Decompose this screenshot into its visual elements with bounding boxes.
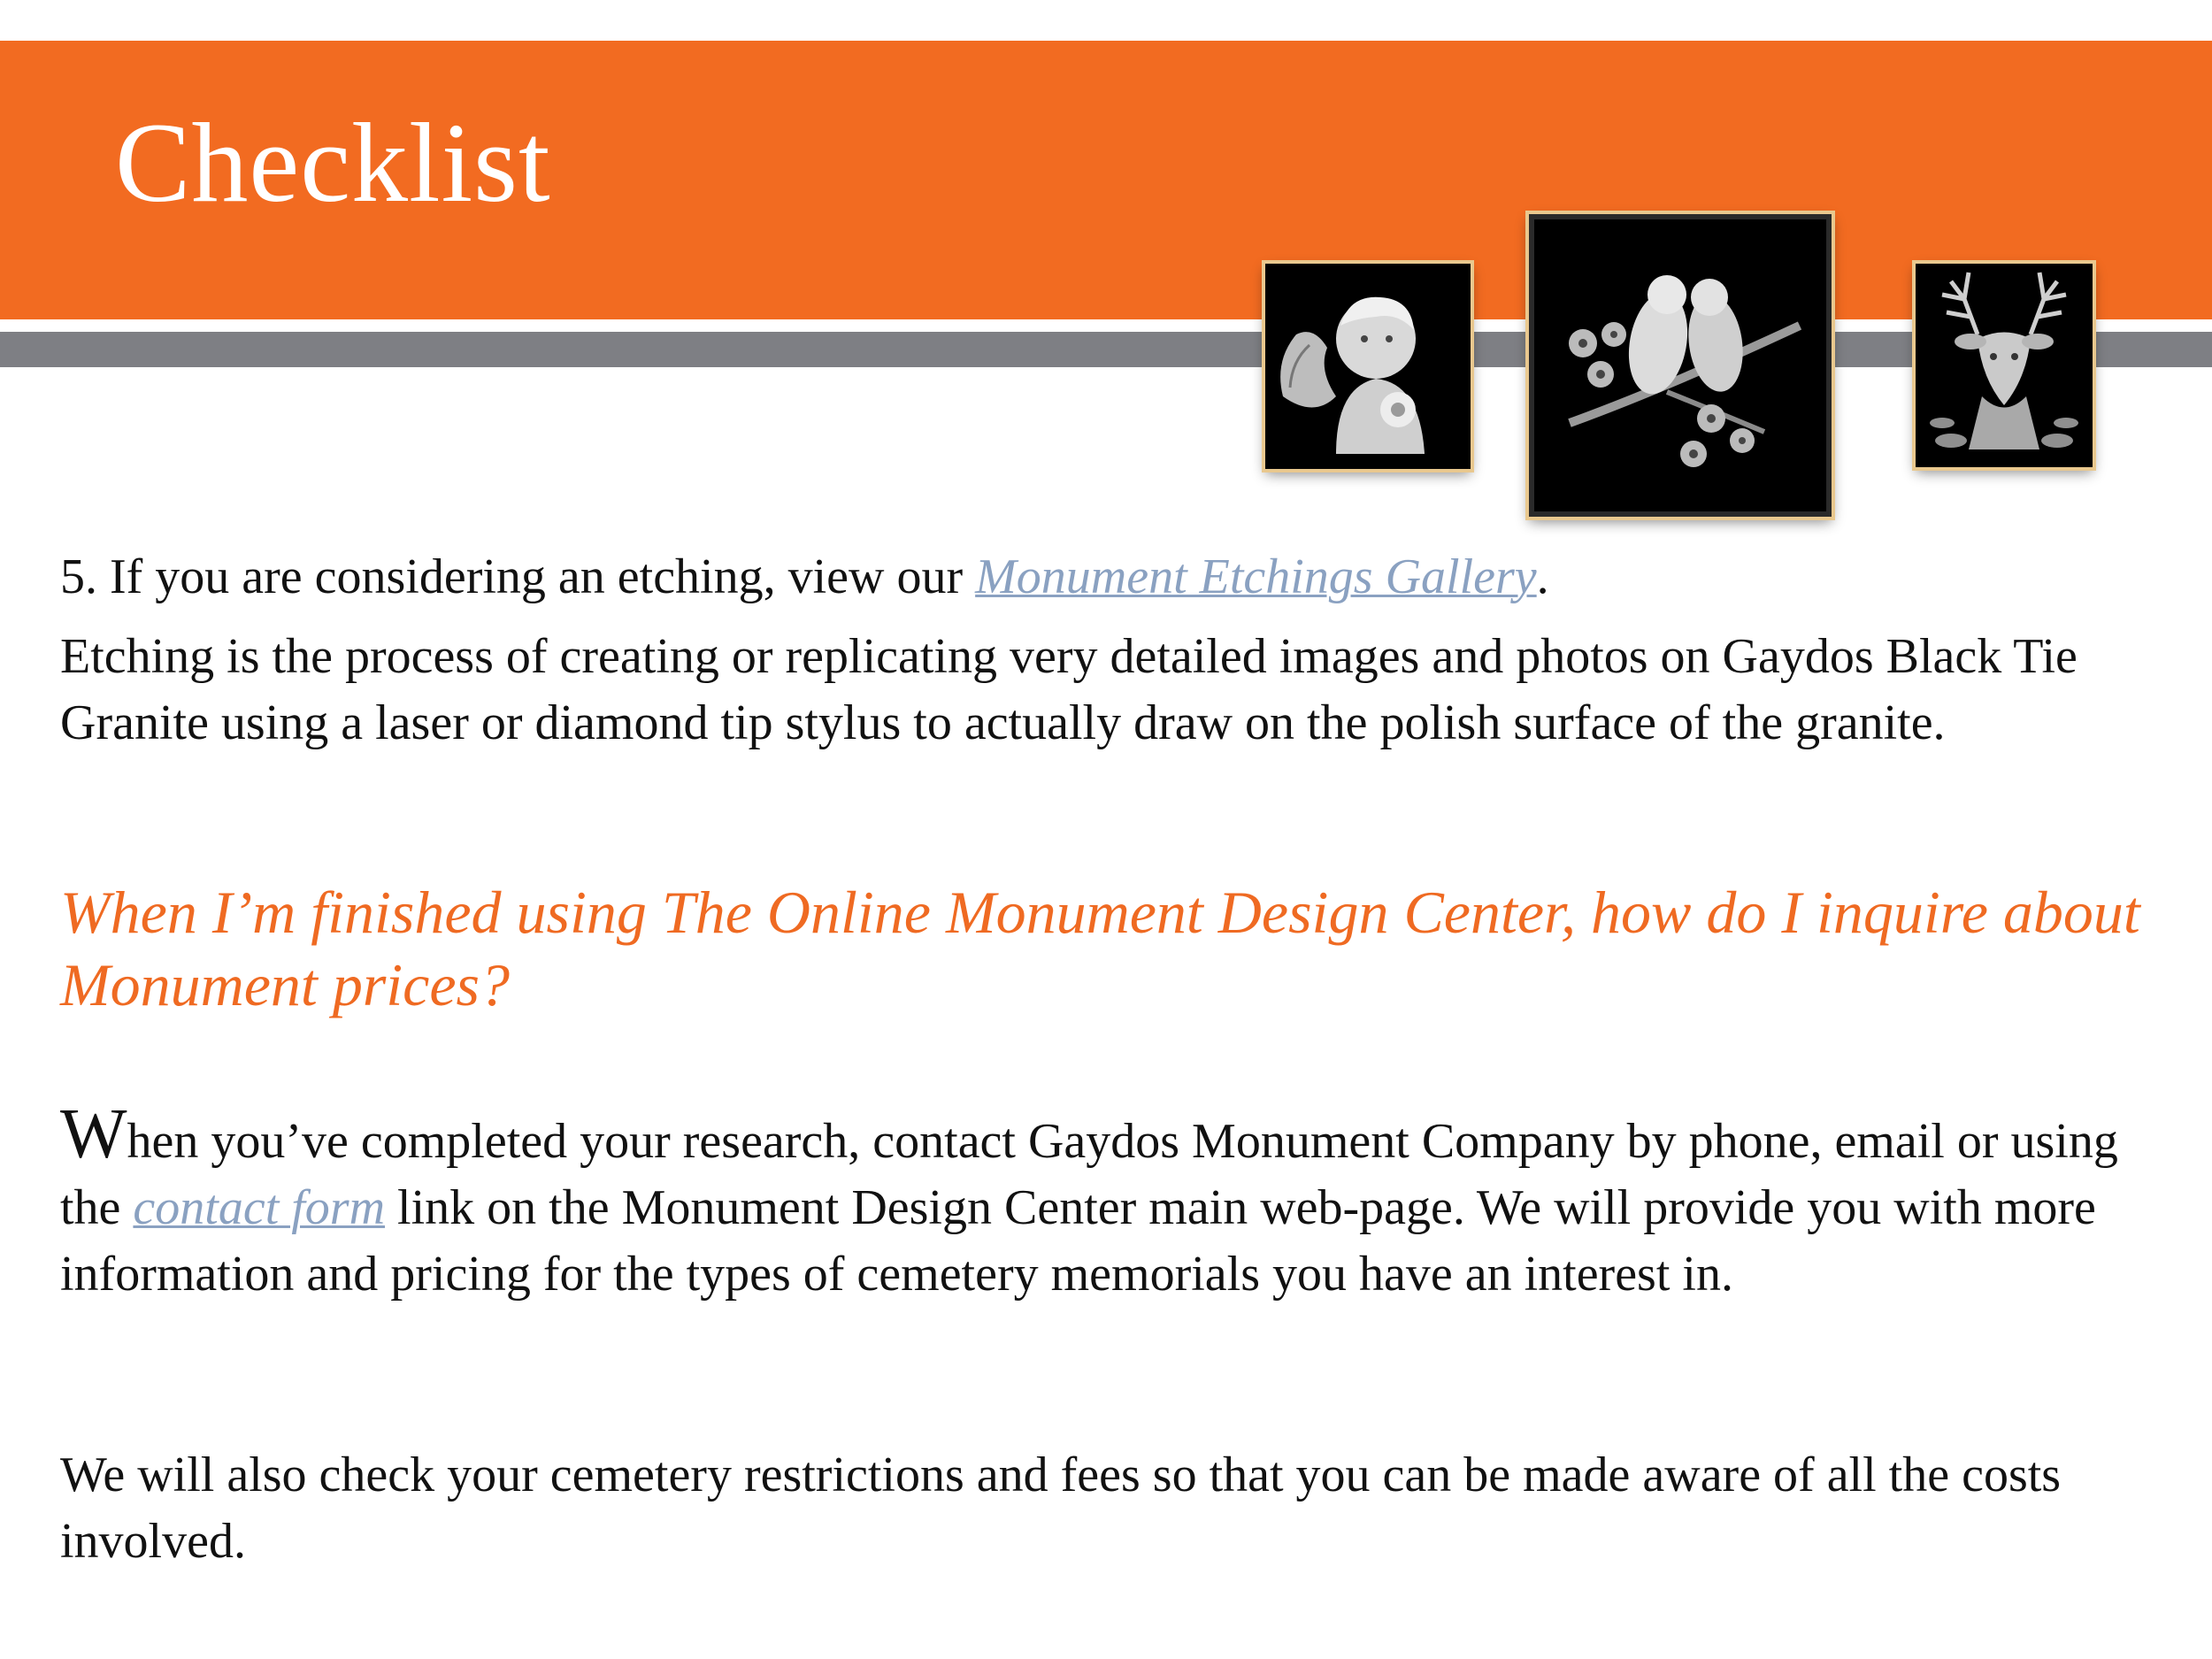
answer-text-part2: link on the Monument Design Center main web-page. We will provide you with more information and pricing for the types of cemetery memorials you have an interest in. [60, 1180, 2096, 1302]
contact-form-link[interactable]: contact form [133, 1180, 386, 1235]
pricing-answer [60, 1095, 2175, 1308]
pricing-question-heading: When I’m finished using The Online Monument Design Center, how do I inquire about Monument prices? [60, 879, 2140, 1018]
etchings-gallery-link[interactable]: Monument Etchings Gallery [975, 549, 1537, 604]
item5-lead-text: 5. If you are considering an etching, view our [60, 549, 976, 604]
checklist-item-5 [60, 544, 2166, 611]
header-stripe [0, 332, 2212, 367]
slide-title: Checklist [115, 100, 551, 226]
birds-etching-image [1529, 214, 1832, 517]
deer-etching-image [1916, 264, 2093, 467]
item5-tail-text: . [1536, 549, 1549, 604]
etching-description: Etching is the process of creating or replicating very detailed images and photos on Gaydos Black Tie Granite using a laser or diamond tip stylus to actually draw on the polish surface of the granite. [60, 629, 2078, 750]
angel-etching-image [1265, 264, 1471, 469]
cemetery-restrictions-note: We will also check your cemetery restrictions and fees so that you can be made aware of all the costs involved. [60, 1448, 2062, 1569]
answer-text-part1: hen you’ve completed your research, contact Gaydos Monument Company by phone, email or using the [60, 1114, 2118, 1235]
answer-dropcap: W [60, 1095, 127, 1173]
